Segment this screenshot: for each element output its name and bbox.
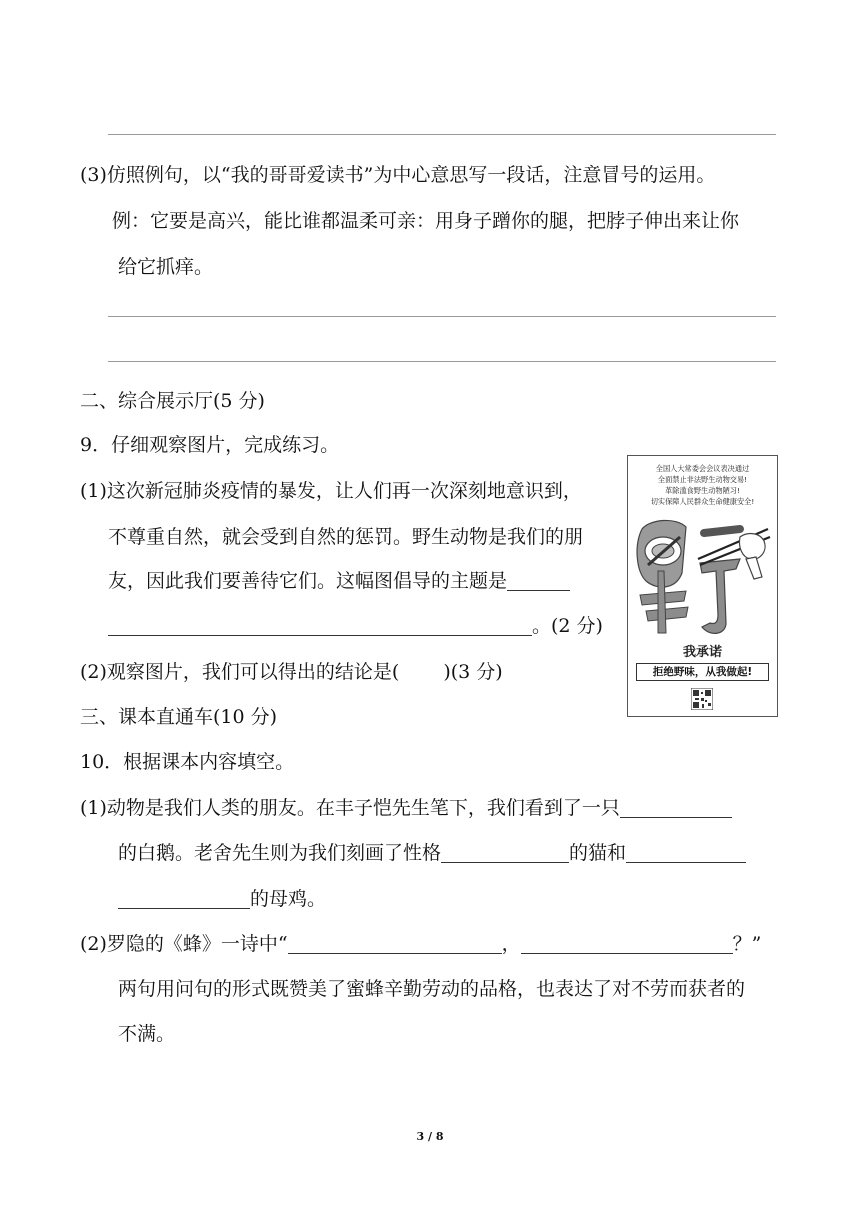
section-3-heading: 三、课本直通车(10 分) [80, 706, 278, 728]
question-9-1-line3 [108, 566, 570, 593]
question-8-3-prompt: (3)仿照例句，以“我的哥哥爱读书”为中心意思写一段话，注意冒号的运用。 [80, 164, 716, 186]
question-9-2-score: )(3 分) [443, 661, 503, 683]
qr-code-icon [691, 688, 713, 710]
question-10-2-line2: 两句用问句的形式既赞美了蜜蜂辛勤劳动的品格，也表达了对不劳而获者的 [118, 978, 746, 1000]
question-9-2-text: (2)观察图片，我们可以得出的结论是( [80, 661, 400, 683]
question-10-1-text: (1)动物是我们人类的朋友。在丰子恺先生笔下，我们看到了一只 [80, 797, 620, 819]
question-10-2-text: (2)罗隐的《蜂》一诗中“ [80, 933, 288, 955]
poem-line-blank-1[interactable] [288, 933, 502, 954]
question-10-1-text3: 的猫和 [569, 842, 627, 864]
question-10-1-line3 [118, 884, 326, 911]
question-9-1-line2: 不尊重自然，就会受到自然的惩罚。野生动物是我们的朋 [108, 526, 584, 548]
cat-answer-blank[interactable] [441, 842, 569, 863]
poster-line3: 革除滥食野生动物陋习! [665, 486, 740, 495]
theme-answer-blank-cont[interactable] [108, 615, 532, 636]
wild-character-mouth-chopsticks-illustration [628, 511, 777, 641]
question-10-1-line2 [118, 838, 746, 865]
wildlife-poster-image [627, 455, 778, 717]
poster-promise-title: 我承诺 [682, 645, 722, 660]
hen-answer-blank-cont[interactable] [118, 888, 250, 909]
poster-line1: 全国人大常委会会议表决通过 [655, 464, 750, 473]
answer-line[interactable] [108, 316, 776, 317]
question-9-1-line1: (1)这次新冠肺炎疫情的暴发，让人们再一次深刻地意识到， [80, 480, 582, 502]
example-sentence-line2: 给它抓痒。 [118, 256, 214, 278]
answer-line[interactable] [108, 361, 776, 362]
question-9-2 [80, 657, 503, 684]
hen-answer-blank[interactable] [626, 842, 746, 863]
poem-line-blank-2[interactable] [521, 933, 733, 954]
poster-line4: 切实保障人民群众生命健康安全! [650, 497, 755, 506]
example-sentence-line1: 例：它要是高兴，能比谁都温柔可亲：用身子蹭你的腿，把脖子伸出来让你 [112, 210, 740, 232]
goose-answer-blank[interactable] [620, 797, 732, 818]
question-10-1-line1 [80, 793, 732, 820]
question-9-1-line4 [108, 611, 603, 638]
question-10-2-end: ？” [732, 933, 762, 955]
question-10-2-line3: 不满。 [118, 1023, 176, 1045]
poster-line2: 全面禁止非法野生动物交易! [657, 475, 748, 484]
question-10-stem: 10．根据课本内容填空。 [80, 751, 295, 773]
poster-slogan: 拒绝野味，从我做起! [636, 663, 769, 681]
question-10-2-line1 [80, 929, 761, 956]
theme-answer-blank[interactable] [507, 570, 570, 591]
question-9-1-score: 。(2 分) [532, 615, 603, 637]
answer-line[interactable] [108, 134, 776, 135]
question-10-1-text4: 的母鸡。 [250, 888, 327, 910]
question-10-2-comma: ， [501, 933, 521, 955]
question-9-1-line3-text: 友，因此我们要善待它们。这幅图倡导的主题是 [108, 570, 508, 592]
page-number: 3 / 8 [416, 1130, 444, 1143]
question-10-1-text2: 的白鹅。老舍先生则为我们刻画了性格 [118, 842, 442, 864]
section-2-heading: 二、综合展示厅(5 分) [80, 390, 265, 412]
question-9-stem: 9．仔细观察图片，完成练习。 [80, 434, 340, 456]
